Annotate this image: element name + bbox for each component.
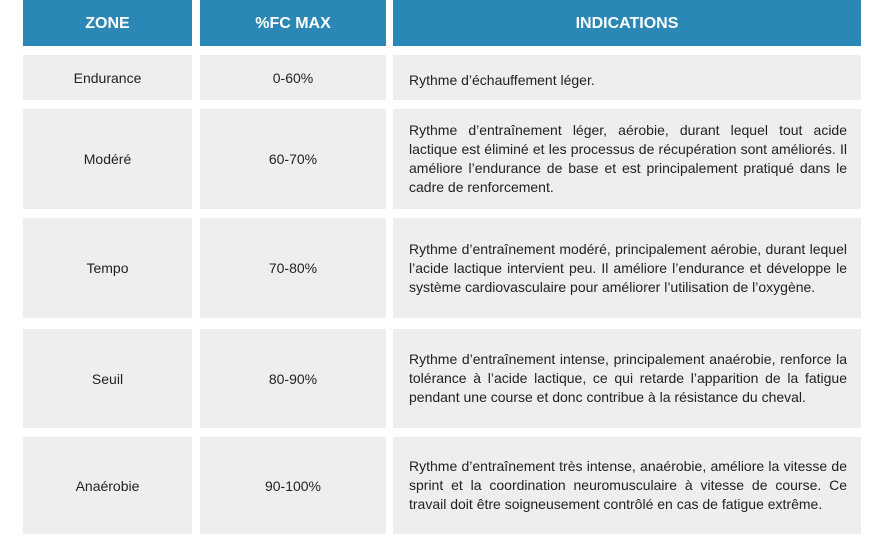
header-zone-label: ZONE [85,15,130,32]
header-fc-max-label: %FC MAX [255,15,331,32]
table-row-zone-cell [23,218,192,318]
fc-range: 60-70% [268,151,318,167]
table-row-zone-cell [23,55,192,100]
table-row-indication-cell [393,109,861,209]
table-row-indication-cell [393,218,861,318]
zone-name: Endurance [73,69,142,86]
header-fc-max [200,0,386,46]
indication-text: Rythme d’entraînement léger, aérobie, durant lequel tout acide lactique est éliminé et les processus de récupération sont améliorés. Il améliore l’endurance de base et est principalement pratiqué dans le cadre de renforcement. [409,122,847,195]
zone-name: Tempo [86,260,129,276]
indication-text: Rythme d’entraînement intense, principalement anaérobie, renforce la tolérance à l’acide lactique, ce qui retarde l’apparition de la fatigue pendant une course et donc contribue à la résistance du cheval. [409,351,847,405]
table-row-zone-cell [23,437,192,534]
header-indications [393,0,861,46]
table-row-fc-cell [200,329,386,428]
indication-text: Rythme d’entraînement modéré, principalement aérobie, durant lequel l’acide lactique intervient peu. Il améliore l’endurance et développe le système cardiovasculaire pour améliorer l’utilisation de l’oxygène. [409,240,847,295]
zone-name: Seuil [91,370,124,387]
zone-name: Modéré [83,151,132,167]
fc-range: 90-100% [264,477,322,494]
indication-text: Rythme d’échauffement léger. [409,72,595,88]
table-row-indication-cell [393,329,861,428]
table-row-indication-cell [393,437,861,534]
header-indications-label: INDICATIONS [575,15,679,32]
table-row-indication-cell [393,55,861,100]
header-zone [23,0,192,46]
table-row-fc-cell [200,437,386,534]
fc-range: 0-60% [272,69,314,86]
table-row-zone-cell [23,329,192,428]
zone-name: Anaérobie [75,477,140,494]
fc-range: 80-90% [268,370,318,387]
fc-range: 70-80% [268,260,318,276]
table-row-fc-cell [200,55,386,100]
table-row-fc-cell [200,109,386,209]
table-row-fc-cell [200,218,386,318]
table-row-zone-cell [23,109,192,209]
indication-text: Rythme d’entraînement très intense, anaérobie, améliore la vitesse de sprint et la coordination neuromusculaire à vitesse de course. Ce travail doit être soigneusement contrôlé en cas de fatigue extrême. [409,458,847,512]
